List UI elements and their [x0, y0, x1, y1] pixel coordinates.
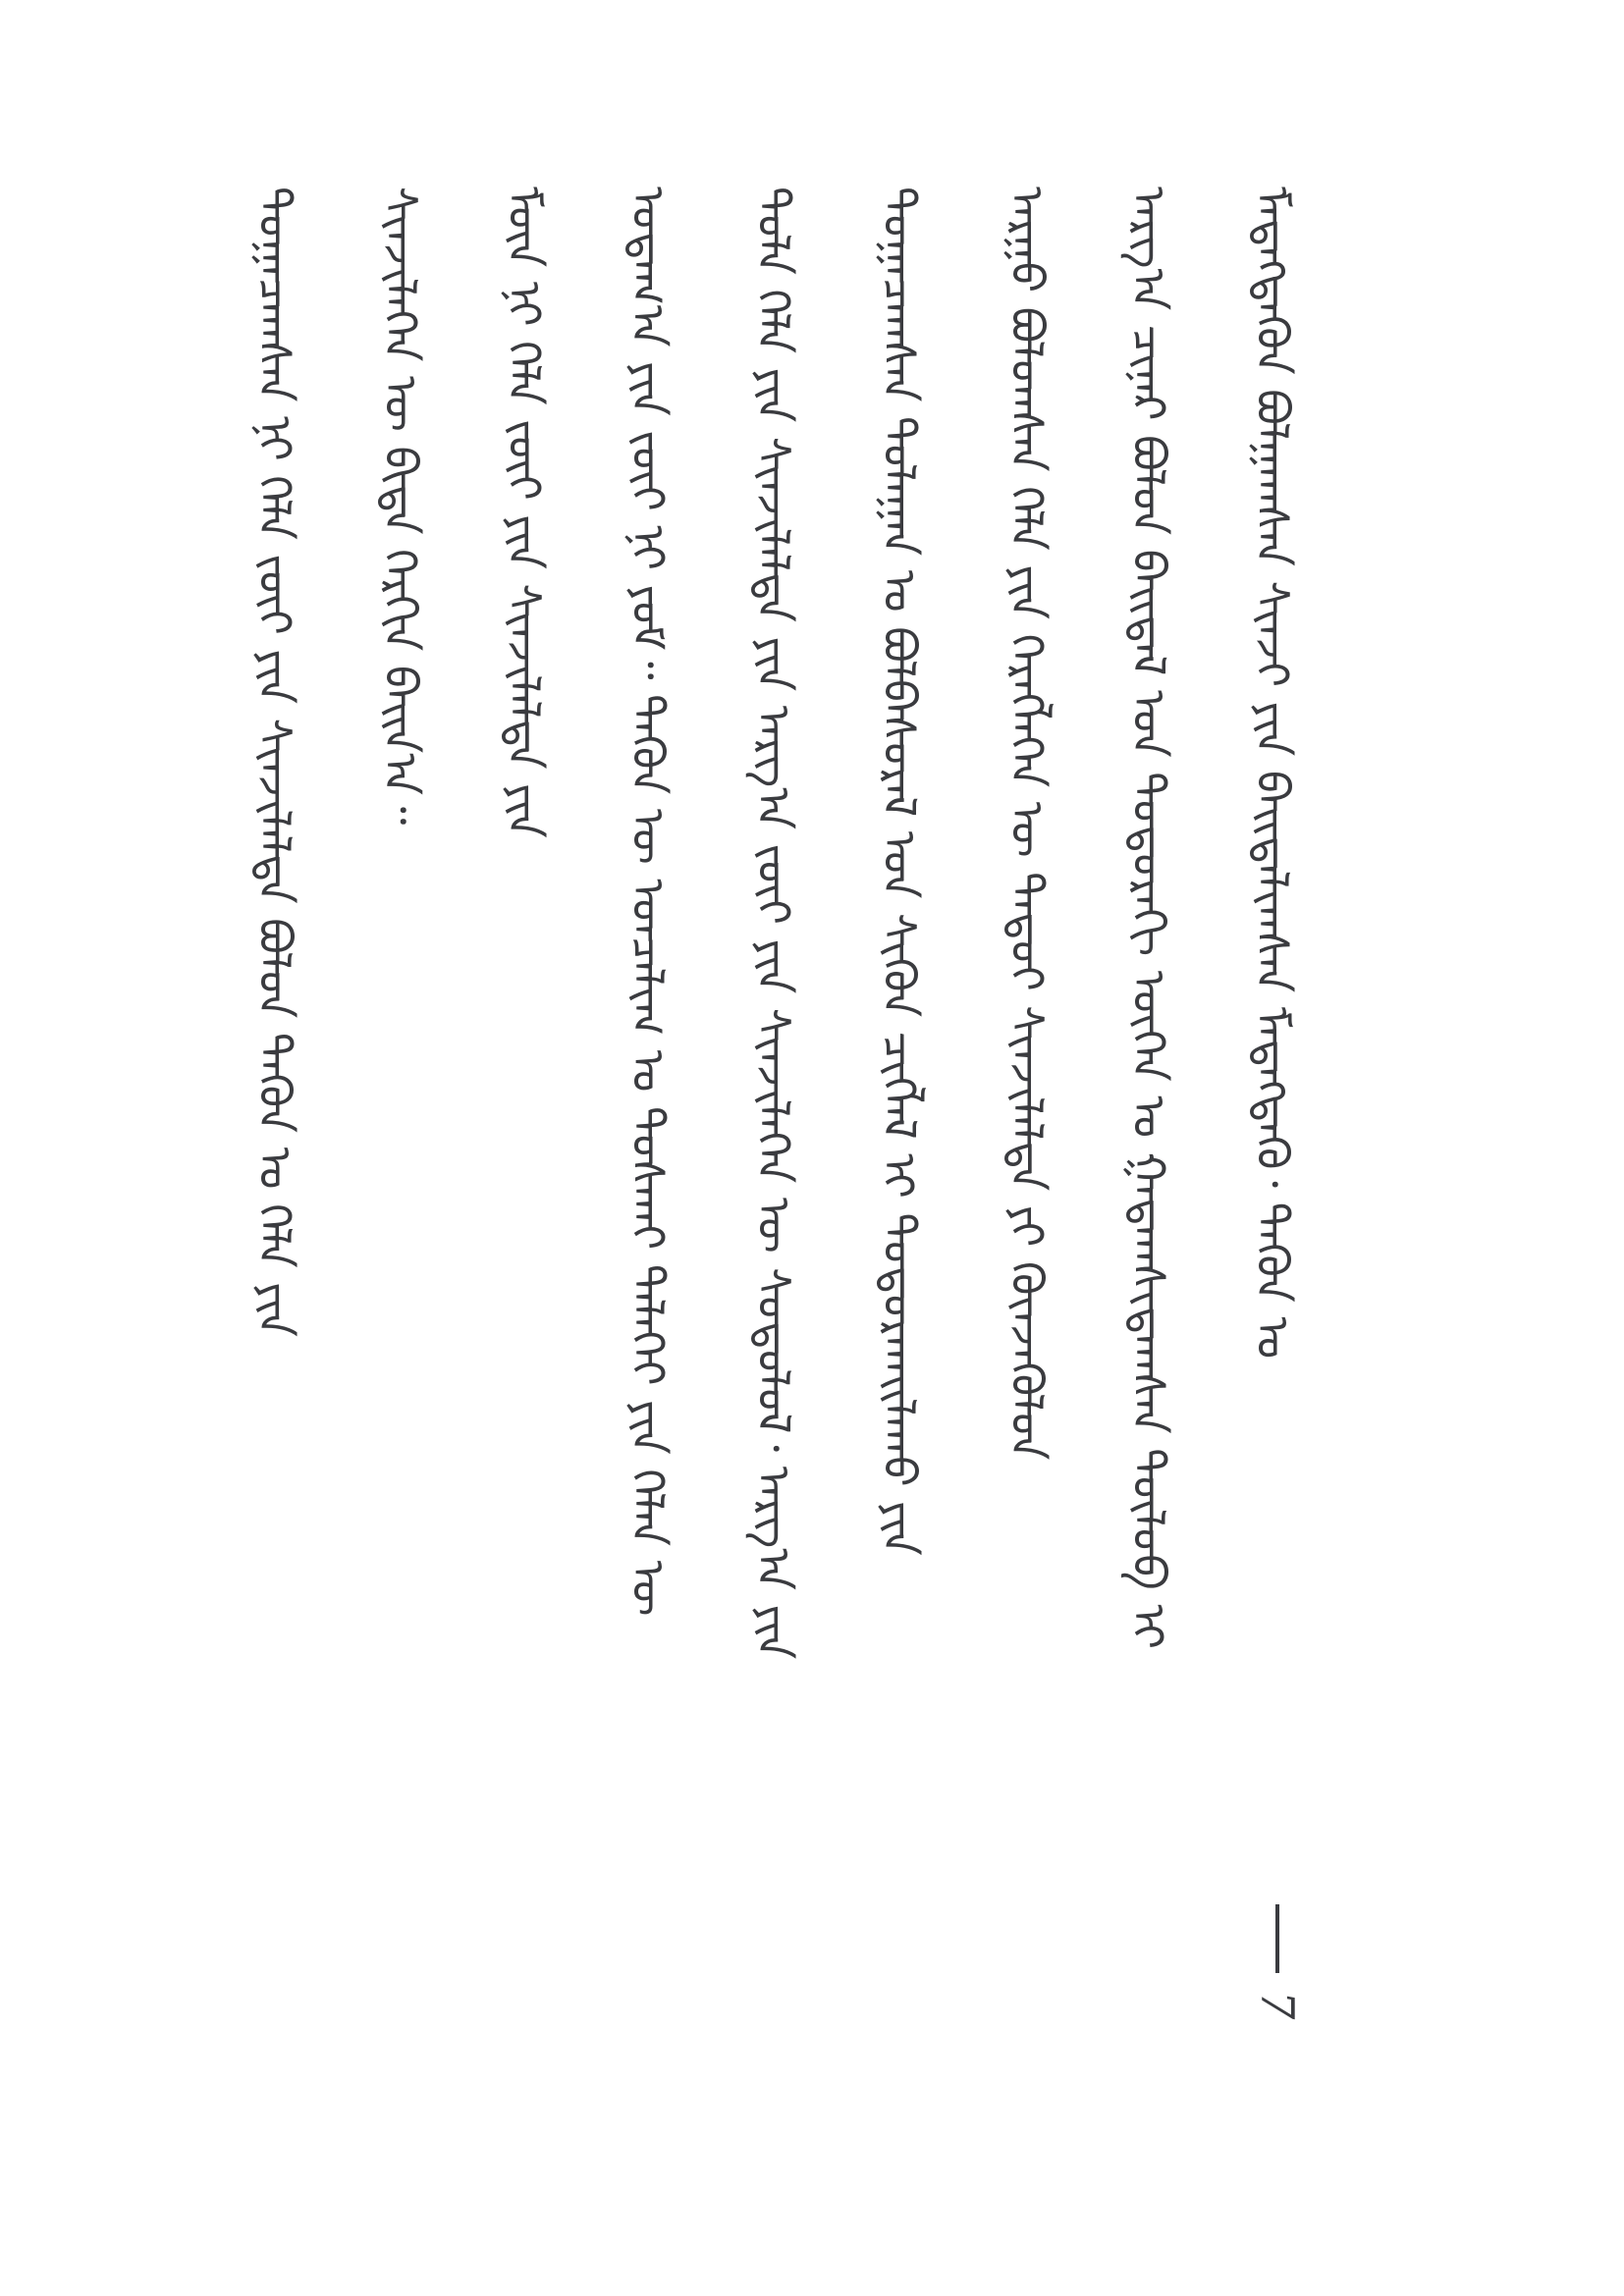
- text-line: [361, 187, 440, 2110]
- text-line-content: ᠲᠣᠭᠠᠴᠠᠭᠰᠠᠨ ᠨᠢ ᠬᠡᠯᠡ ᠵᠦᠢ ᠶᠢᠨ ᠰᠢᠨᠵᠢᠯᠡᠯᠲᠡ ᠪᠣᠯᠤᠨ ᠲᠡᠭᠦᠨ ᠤ ᠬᠡᠯᠡ ᠶᠢᠨ: [248, 187, 301, 1337]
- text-line-content: ᠠᠷᠭᠤ ᠪᠣᠯᠤᠭᠰᠠᠨ ᠬᠡᠯᠡ ᠶᠢᠨ ᠬᠡᠷᠡᠭᠯᠡᠭᠡᠨ ᠦ ᠲᠡᠳᠤᠢ ᠰᠢᠨᠵᠢᠯᠡᠯᠲᠡ ᠶᠢ ᠭᠦᠨᠵᠡᠭᠦᠯᠦᠨ: [1001, 187, 1054, 1461]
- text-line-content: ᠲᠤᠯᠠ ᠬᠡᠯᠡ ᠶᠢᠨ ᠰᠢᠨᠵᠢᠯᠡᠯᠲᠡ ᠶᠢᠨ ᠠᠷᠭ᠎ᠠ ᠵᠦᠢ ᠶᠢᠨ ᠰᠢᠨᠵᠢᠯᠡᠭᠡᠨ ᠦ ᠰᠤᠳᠤᠯᠤᠯ᠂ ᠠᠷᠭ᠎ᠠ ᠶᠢᠨ: [747, 187, 800, 1660]
- text-line: [236, 187, 314, 2110]
- text-line-content: ᠮᠥᠨ ᠨᠢ ᠬᠡᠯᠡ ᠵᠦᠢ ᠶᠢᠨ ᠰᠢᠨᠵᠢᠯᠡᠯᠲᠡ ᠶᠢᠨ: [498, 187, 551, 838]
- text-line-content: ᠰᠢᠨᠵᠢᠯᠡᠭᠡᠨ ᠦ ᠪᠢᠳᠡ ᠬᠡᠷᠬᠢᠨ ᠪᠠᠢᠨ᠎ᠠ᠃: [374, 187, 427, 826]
- text-line-content: ᠲᠣᠭᠠᠴᠠᠭᠰᠠᠨ ᠳᠤᠯᠠᠭᠠᠨ ᠤ ᠪᠣᠯᠪᠠᠰᠤᠷᠠᠯ ᠤᠨ ᠰᠢᠭᠦᠨ ᠴᠢᠭᠯᠡᠯ ᠢ ᠲᠣᠳᠣᠷᠬᠠᠢᠯᠠᠬᠤ ᠶᠢᠨ: [873, 187, 926, 1556]
- text-line-content: ᠮᠡᠳᠡᠭᠳᠡᠬᠦᠨ ᠪᠣᠯᠭᠠᠭᠰᠠᠨ ᠰᠢᠨᠵᠢ ᠶᠢᠨ ᠪᠠᠢᠳᠠᠯᠢᠭᠰᠠᠨ ᠮᠡᠳᠡᠭᠳᠡᠬᠦ᠂ ᠲᠡᠭᠦᠨ ᠤ: [1246, 187, 1299, 1360]
- text-line: [1233, 187, 1312, 2110]
- page-number: 7: [1251, 1991, 1304, 2020]
- text-line: [860, 187, 939, 2110]
- text-line: [988, 187, 1066, 2110]
- text-line: [1110, 187, 1188, 2110]
- text-line: [609, 187, 687, 2110]
- text-line-content: ᠤᠳᠠᠭ᠎ᠠ ᠶᠢᠨ ᠵᠦᠢ ᠨᠢ ᠶᠤᠮ᠃ ᠲᠡᠭᠦᠨ ᠦ ᠣᠨᠴᠠᠯᠢᠭ ᠤ ᠲᠤᠰᠬᠠᠢ ᠲᠡᠯᠡᠭᠡᠢ ᠶᠢᠨ ᠬᠡᠯᠡᠨ ᠦ: [622, 187, 675, 1617]
- page-number-marker: [1243, 1904, 1312, 2091]
- text-line: [734, 187, 813, 2110]
- page-number-dash: [1275, 1904, 1279, 1973]
- text-line-content: ᠠᠷᠭ᠎ᠠ ᠴᠢᠨᠠᠷ ᠪᠣᠯᠤᠨ ᠪᠠᠢᠳᠠᠯ ᠤᠨ ᠳᠣᠲᠣᠷᠠᠬᠢ ᠦᠭᠡᠨ ᠤ ᠭᠠᠳᠠᠭᠰᠢᠳᠠᠭᠰᠠᠨ ᠲᠥᠯᠦᠪ ᠢ: [1122, 187, 1175, 1650]
- text-line: [485, 187, 564, 2110]
